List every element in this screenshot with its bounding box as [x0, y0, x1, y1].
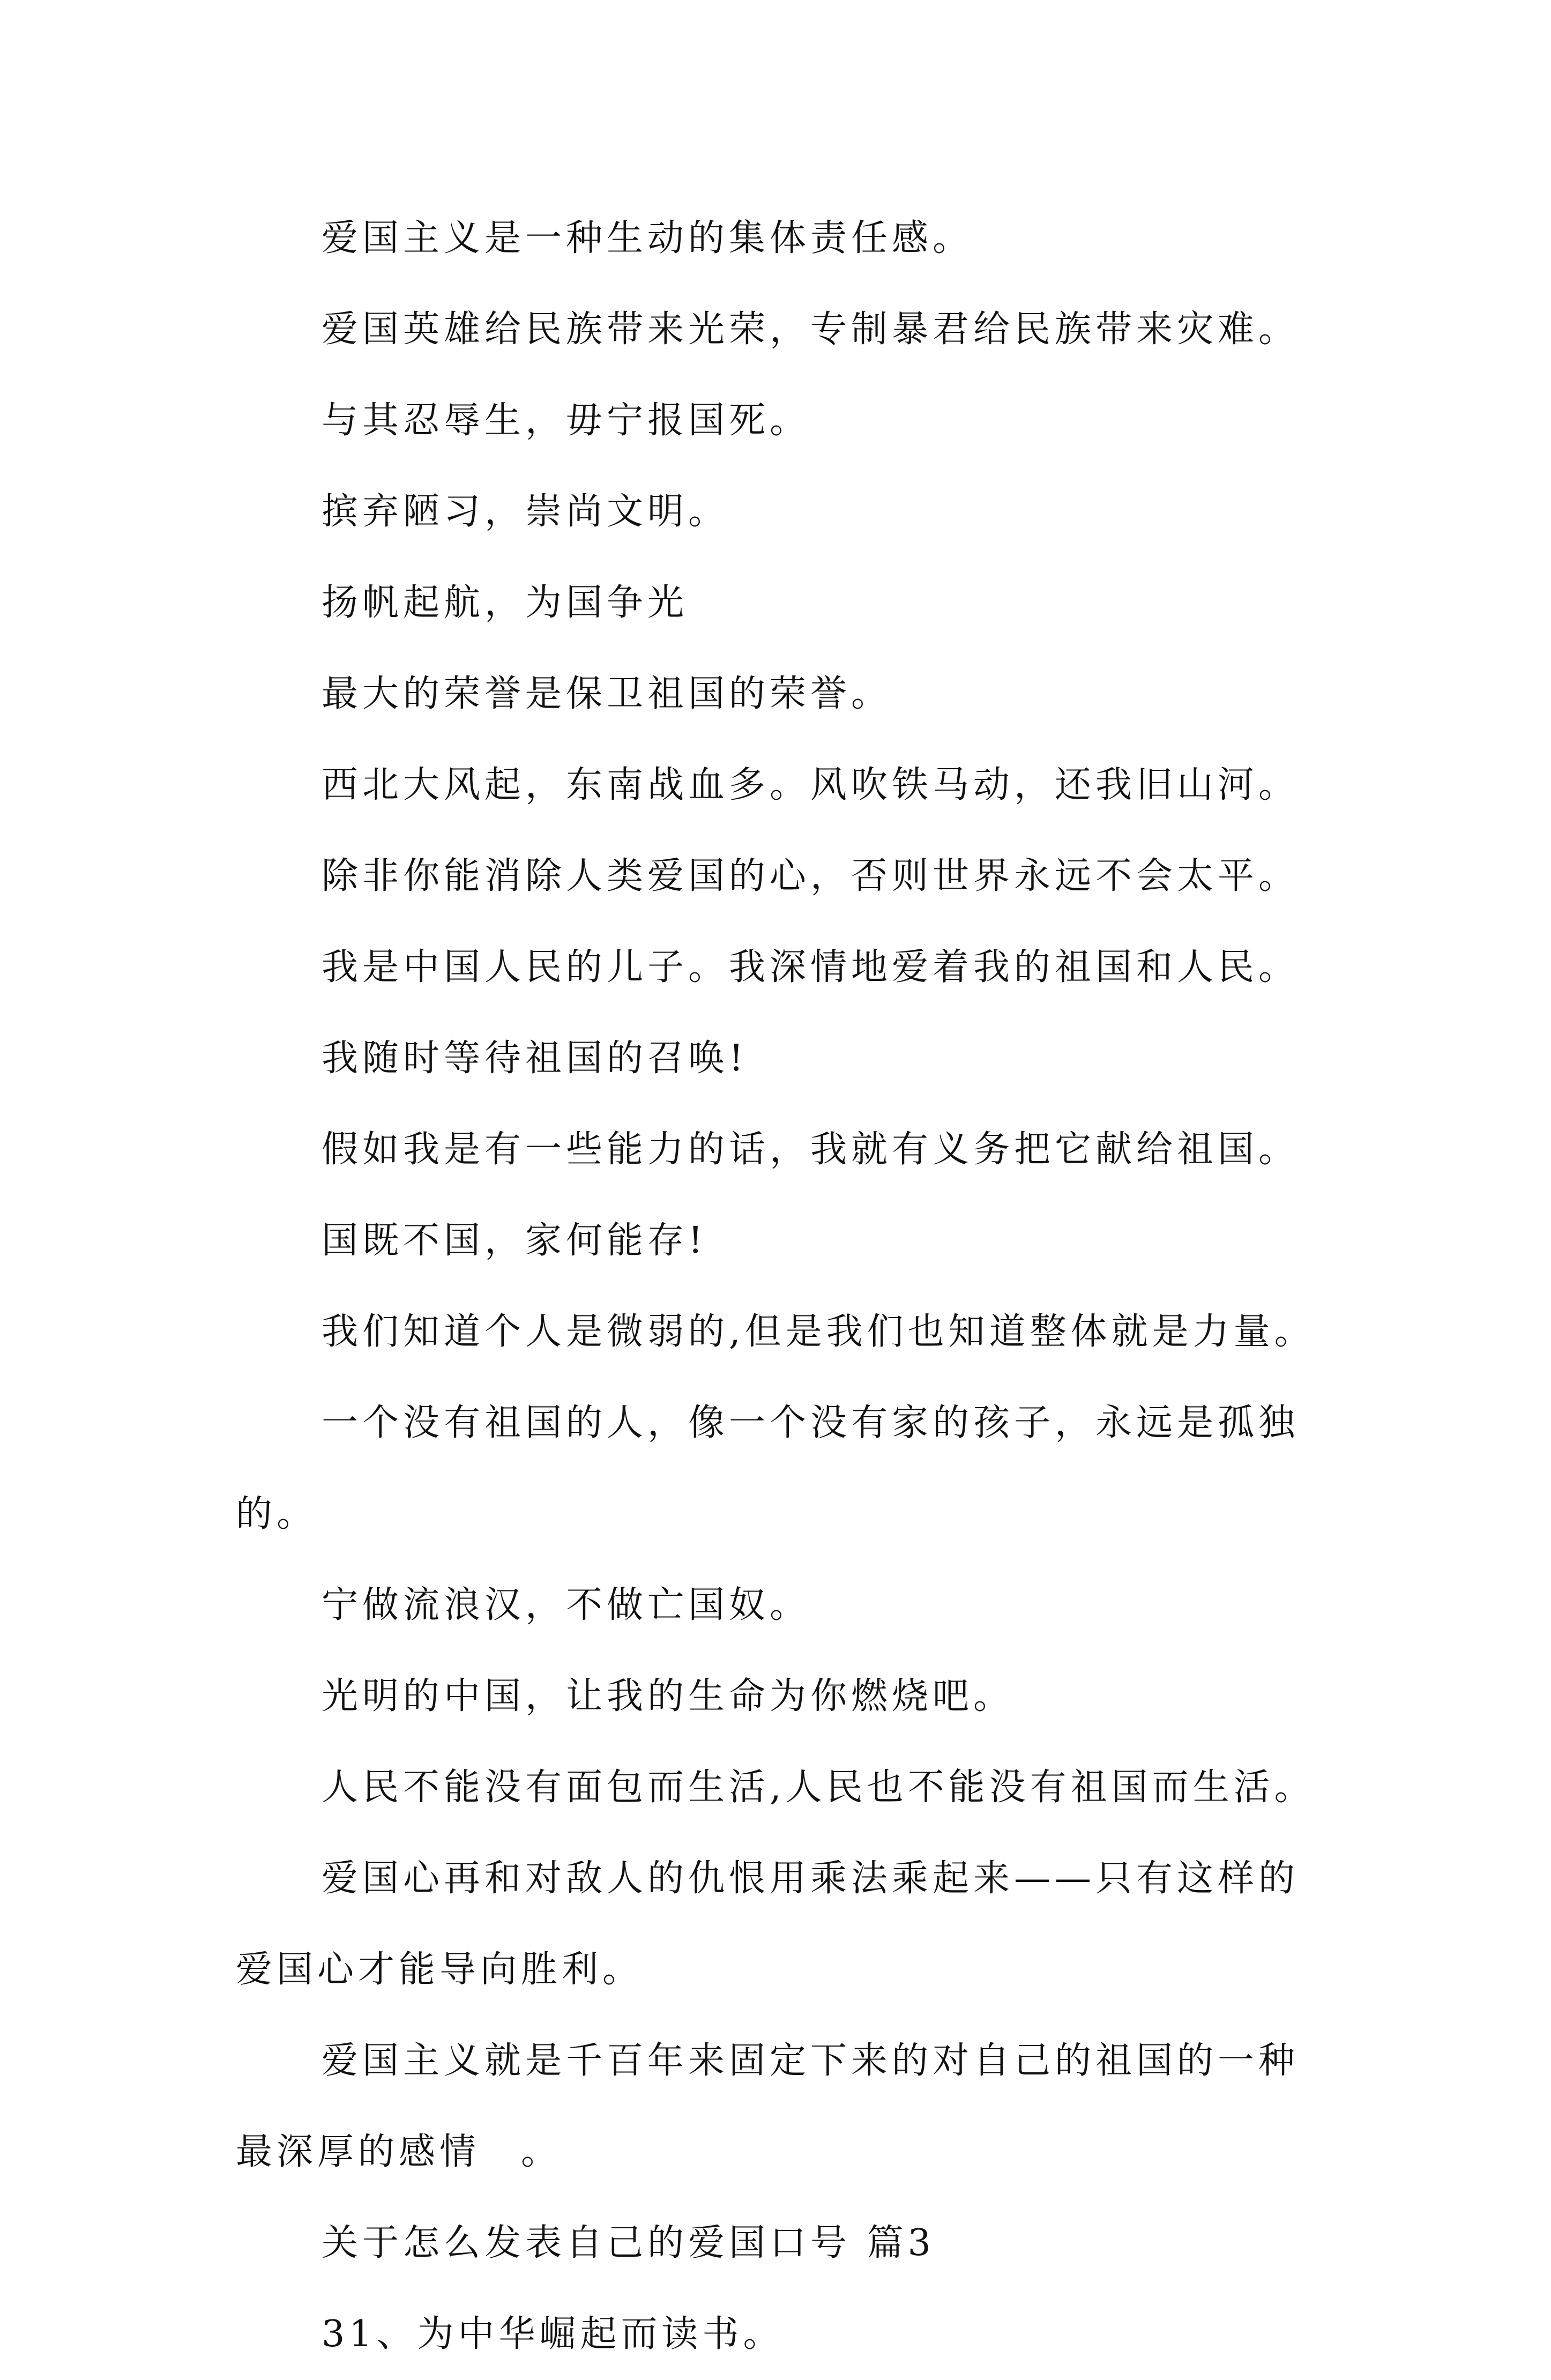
paragraph: 假如我是有一些能力的话，我就有义务把它献给祖国。 — [322, 1128, 1300, 1171]
document-body — [236, 193, 1334, 2380]
paragraph: 扬帆起航，为国争光 — [322, 582, 689, 624]
paragraph: 爱国主义就是千百年来固定下来的对自己的祖国的一种最深厚的感情 。 — [236, 2040, 1300, 2173]
paragraph: 光明的中国，让我的生命为你燃烧吧。 — [322, 1675, 1015, 1717]
paragraph: 摈弃陋习，崇尚文明。 — [322, 490, 729, 533]
paragraph: 除非你能消除人类爱国的心，否则世界永远不会太平。 — [322, 855, 1300, 897]
paragraph: 爱国主义是一种生动的集体责任感。 — [322, 217, 974, 259]
paragraph: 与其忍辱生，毋宁报国死。 — [322, 399, 811, 442]
paragraph: 爱国心再和对敌人的仇恨用乘法乘起来——只有这样的爱国心才能导向胜利。 — [236, 1857, 1300, 1991]
paragraph: 我是中国人民的儿子。我深情地爱着我的祖国和人民。 — [322, 946, 1300, 988]
paragraph: 爱国英雄给民族带来光荣，专制暴君给民族带来灾难。 — [322, 308, 1300, 351]
paragraph: 国既不国，家何能存! — [322, 1219, 707, 1262]
paragraph: 最大的荣誉是保卫祖国的荣誉。 — [322, 673, 892, 715]
paragraph: 人民不能没有面包而生活,人民也不能没有祖国而生活。 — [322, 1766, 1315, 1809]
paragraph: 宁做流浪汉，不做亡国奴。 — [322, 1584, 811, 1626]
section-heading: 关于怎么发表自己的爱国口号 篇3 — [322, 2222, 935, 2264]
paragraph: 我随时等待祖国的召唤! — [322, 1037, 748, 1080]
paragraph: 一个没有祖国的人，像一个没有家的孩子，永远是孤独的。 — [236, 1402, 1300, 1535]
paragraph: 西北大风起，东南战血多。风吹铁马动，还我旧山河。 — [322, 764, 1300, 806]
paragraph: 我们知道个人是微弱的,但是我们也知道整体就是力量。 — [322, 1311, 1315, 1353]
paragraph: 31、为中华崛起而读书。 — [322, 2313, 784, 2355]
